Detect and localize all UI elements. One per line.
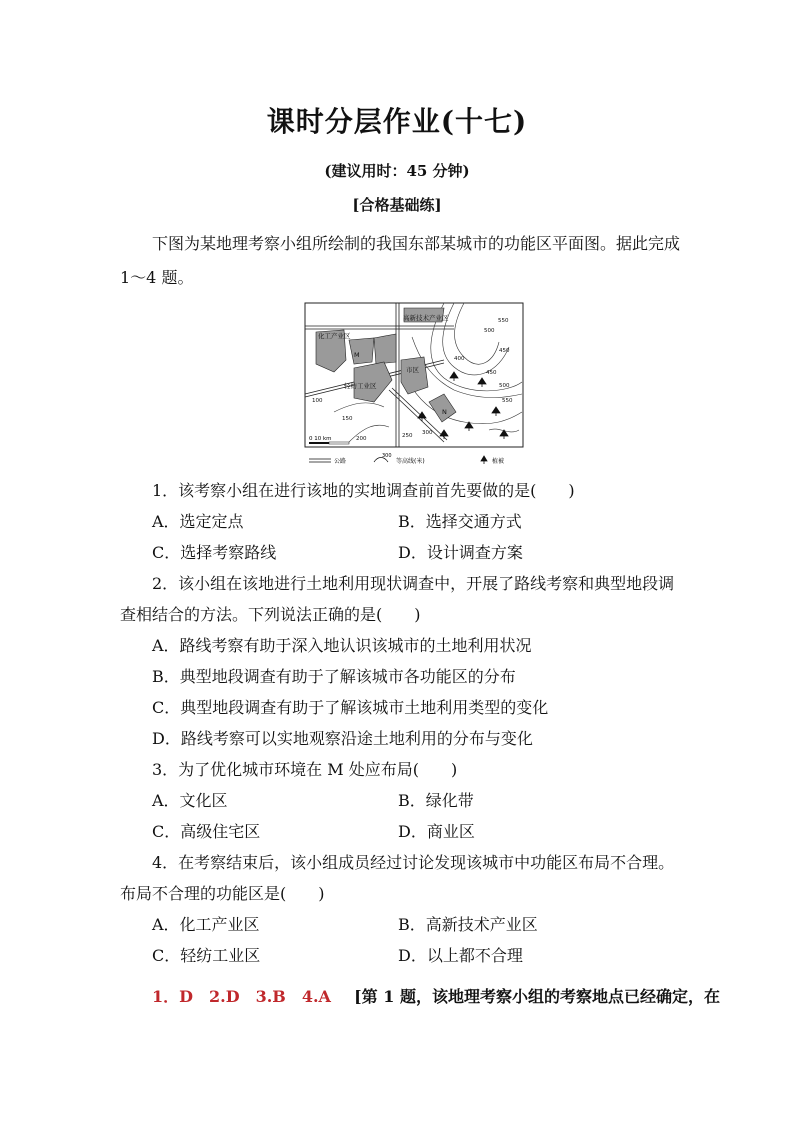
scale-label: 0 10 km <box>309 436 332 442</box>
zone-m-block <box>349 338 374 364</box>
legend-road: 公路 <box>334 458 347 465</box>
contour-label: 300 <box>422 430 433 436</box>
answer-explanation: [第 1 题，该地理考察小组的考察地点已经确定，在 <box>354 987 720 1006</box>
contour-label: 200 <box>356 436 367 442</box>
q4-option-b: B．高新技术产业区 <box>398 915 538 934</box>
intro-line-2: 1～4 题。 <box>120 268 194 287</box>
contour-label: 450 <box>499 348 510 354</box>
question-3 <box>120 759 680 781</box>
q2-option-a: A．路线考察有助于深入地认识该城市的土地利用状况 <box>152 636 532 655</box>
answer-keys: 1．D 2.D 3.B 4.A <box>152 987 331 1006</box>
scale-bar <box>309 436 349 444</box>
q4-option-c: C．轻纺工业区 <box>152 946 261 965</box>
question-1 <box>120 480 680 502</box>
q4-option-a: A．化工产业区 <box>152 915 260 934</box>
tree-icon <box>481 456 487 464</box>
label-n: N <box>442 408 447 416</box>
contour-label: 550 <box>498 318 509 324</box>
q1-option-d: D．设计调查方案 <box>398 543 523 562</box>
contour-label: 450 <box>486 370 497 376</box>
contour-label: 400 <box>454 356 465 362</box>
label-m: M <box>354 351 360 359</box>
question-4-cont <box>120 883 680 905</box>
legend-vegetation: 植被 <box>492 458 505 465</box>
zone-downtown-west <box>374 334 396 364</box>
q1-option-c: C．选择考察路线 <box>152 543 277 562</box>
contour-label: 250 <box>402 433 413 439</box>
legend-contour: 等高线(米) <box>396 458 425 465</box>
contour-label: 150 <box>342 416 353 422</box>
map-legend <box>309 453 504 465</box>
intro-line-1: 下图为某地理考察小组所绘制的我国东部某城市的功能区平面图。据此完成 <box>152 234 681 253</box>
question-2-cont <box>120 604 680 626</box>
contour-label: 100 <box>312 398 323 404</box>
zone-downtown <box>401 357 428 394</box>
label-chemical: 化工产业区 <box>318 332 351 340</box>
answer-line <box>152 984 720 1007</box>
question-4-stem-2: 布局不合理的功能区是( ) <box>120 884 325 903</box>
question-2-stem-2: 查相结合的方法。下列说法正确的是( ) <box>120 605 421 624</box>
intro-paragraph <box>120 227 680 260</box>
q1-option-a: A．选定定点 <box>152 512 244 531</box>
q1-option-b: B．选择交通方式 <box>398 512 522 531</box>
contour-label: 500 <box>484 328 495 334</box>
contour-label: 500 <box>499 383 510 389</box>
label-downtown: 市区 <box>406 366 419 374</box>
page-title: 课时分层作业(十七) <box>266 105 528 138</box>
section-heading: [合格基础练] <box>352 196 442 214</box>
legend-contour-value: 300 <box>382 453 392 459</box>
question-1-stem: 1．该考察小组在进行该地的实地调查前首先要做的是( ) <box>152 481 575 500</box>
q3-option-d: D．商业区 <box>398 822 475 841</box>
question-4-stem-1: 4．在考察结束后，该小组成员经过讨论发现该城市中功能区布局不合理。 <box>152 853 675 872</box>
city-function-zone-map <box>304 302 524 470</box>
question-2 <box>120 573 680 595</box>
q2-option-b: B．典型地段调查有助于了解该城市各功能区的分布 <box>152 667 516 686</box>
q3-option-b: B．绿化带 <box>398 791 474 810</box>
label-light-industry: 轻纺工业区 <box>344 382 377 390</box>
question-3-stem: 3．为了优化城市环境在 M 处应布局( ) <box>152 760 458 779</box>
q2-option-d: D．路线考察可以实地观察沿途土地利用的分布与变化 <box>152 729 533 748</box>
time-hint: (建议用时：45 分钟) <box>324 162 470 180</box>
q2-option-c: C．典型地段调查有助于了解该城市土地利用类型的变化 <box>152 698 549 717</box>
question-2-stem-1: 2．该小组在该地进行土地利用现状调查中，开展了路线考察和典型地段调 <box>152 574 675 593</box>
q4-option-d: D．以上都不合理 <box>398 946 523 965</box>
q3-option-a: A．文化区 <box>152 791 228 810</box>
contour-label: 550 <box>502 398 513 404</box>
question-4 <box>120 852 680 874</box>
q3-option-c: C．高级住宅区 <box>152 822 261 841</box>
label-high-tech: 高新技术产业区 <box>403 314 449 322</box>
intro-paragraph-cont <box>120 261 680 294</box>
